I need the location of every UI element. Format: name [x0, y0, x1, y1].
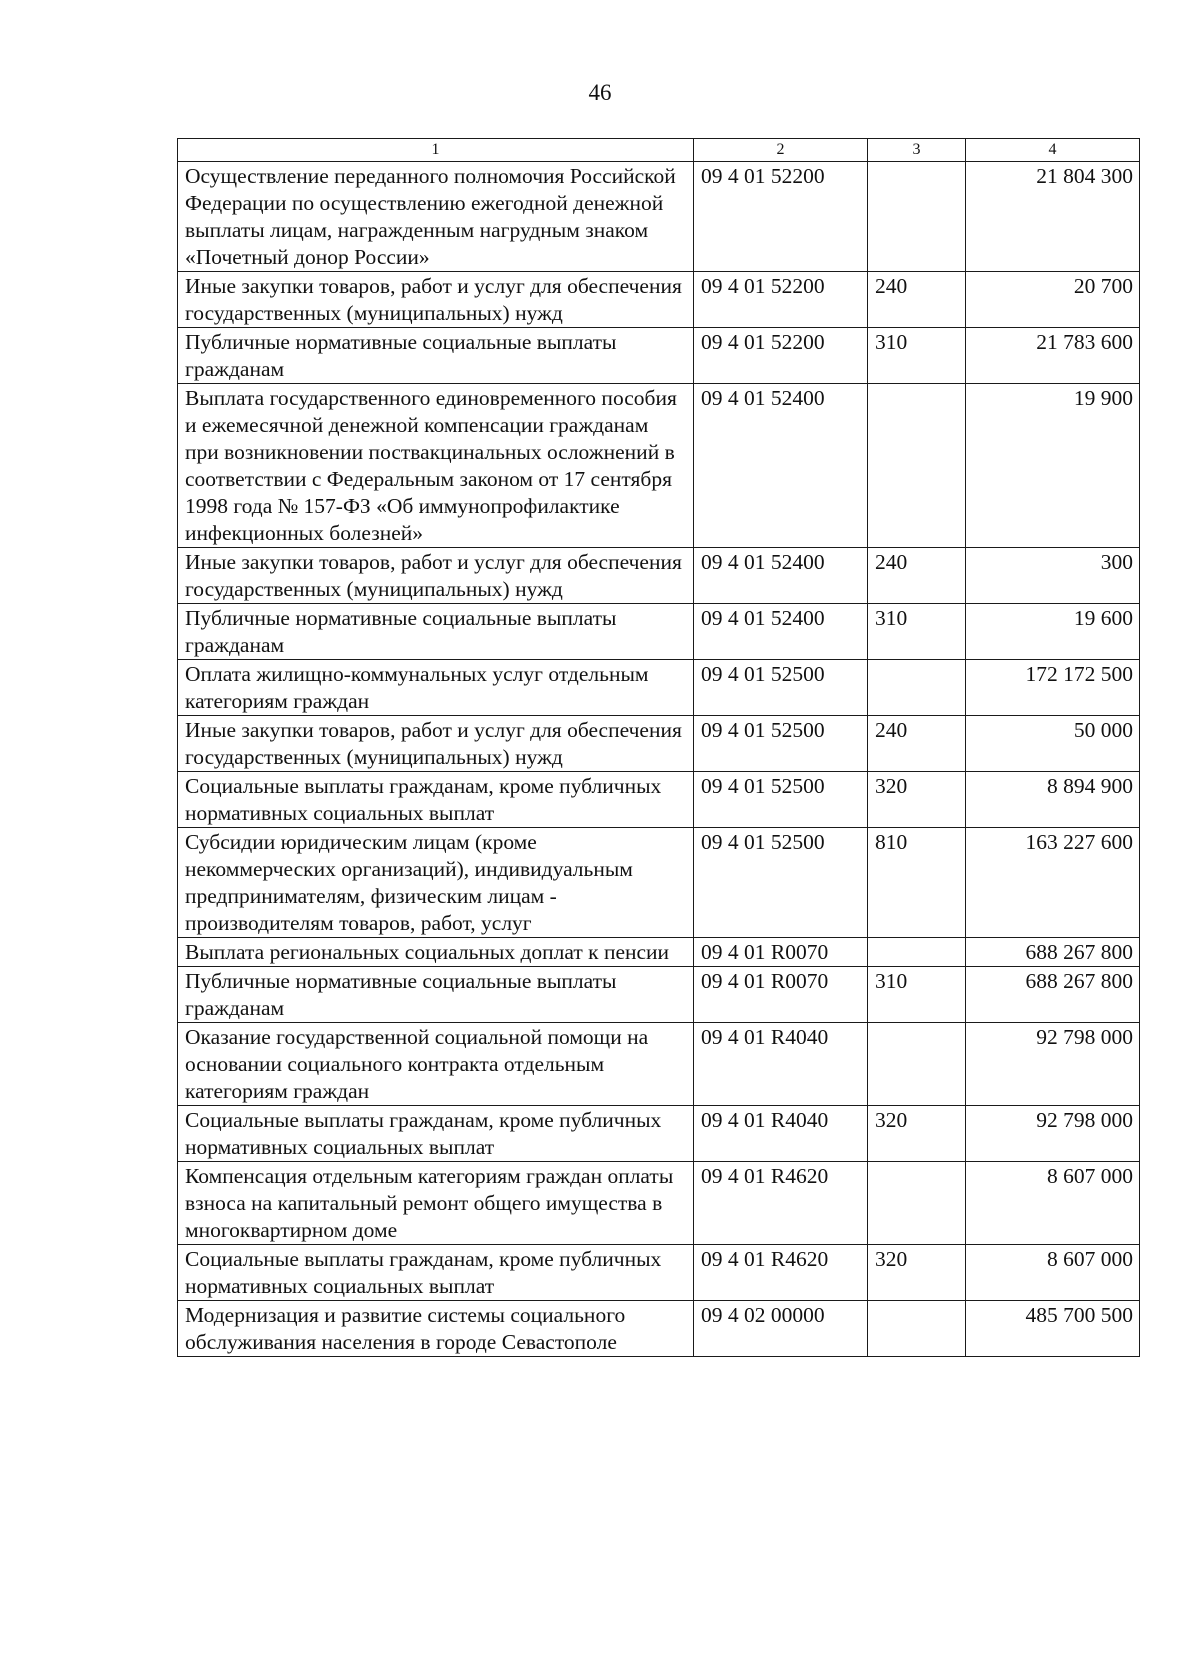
- column-header-2: 2: [694, 139, 868, 162]
- row-kvr-cell: [868, 162, 966, 272]
- row-code-cell: 09 4 01 52500: [694, 716, 868, 772]
- row-sum-cell: 300: [966, 548, 1140, 604]
- row-name-cell: Модернизация и развитие системы социального обслуживания населения в городе Севастополе: [178, 1301, 694, 1357]
- row-sum-cell: 50 000: [966, 716, 1140, 772]
- table-row: [178, 1023, 1140, 1106]
- row-name-cell: Социальные выплаты гражданам, кроме публичных нормативных социальных выплат: [178, 772, 694, 828]
- table-row: [178, 828, 1140, 938]
- table-row: [178, 1301, 1140, 1357]
- row-name-cell: Оказание государственной социальной помощи на основании социального контракта отдельным категориям граждан: [178, 1023, 694, 1106]
- row-kvr-cell: [868, 384, 966, 548]
- row-sum-cell: 163 227 600: [966, 828, 1140, 938]
- row-name-cell: Компенсация отдельным категориям граждан оплаты взноса на капитальный ремонт общего имущества в многоквартирном доме: [178, 1162, 694, 1245]
- row-kvr-cell: [868, 1023, 966, 1106]
- row-sum-cell: 8 607 000: [966, 1245, 1140, 1301]
- row-code-cell: 09 4 01 R4620: [694, 1245, 868, 1301]
- row-sum-cell: 485 700 500: [966, 1301, 1140, 1357]
- row-sum-cell: 21 804 300: [966, 162, 1140, 272]
- row-code-cell: 09 4 01 R4040: [694, 1023, 868, 1106]
- row-kvr-cell: [868, 938, 966, 967]
- table-row: [178, 162, 1140, 272]
- row-sum-cell: 19 600: [966, 604, 1140, 660]
- row-name-cell: Субсидии юридическим лицам (кроме некоммерческих организаций), индивидуальным предпринимателям, физическим лицам - производителям товаров, работ, услуг: [178, 828, 694, 938]
- row-name-cell: Выплата региональных социальных доплат к пенсии: [178, 938, 694, 967]
- table-body: [178, 162, 1140, 1357]
- row-code-cell: 09 4 01 52500: [694, 660, 868, 716]
- row-code-cell: 09 4 01 52500: [694, 772, 868, 828]
- table-row: [178, 716, 1140, 772]
- row-kvr-cell: 240: [868, 272, 966, 328]
- table-row: [178, 384, 1140, 548]
- table-row: [178, 938, 1140, 967]
- row-name-cell: Социальные выплаты гражданам, кроме публичных нормативных социальных выплат: [178, 1106, 694, 1162]
- row-sum-cell: 688 267 800: [966, 967, 1140, 1023]
- row-kvr-cell: 320: [868, 1106, 966, 1162]
- row-sum-cell: 20 700: [966, 272, 1140, 328]
- table-header: [178, 139, 1140, 162]
- row-kvr-cell: 810: [868, 828, 966, 938]
- table-row: [178, 548, 1140, 604]
- row-kvr-cell: 310: [868, 967, 966, 1023]
- row-kvr-cell: [868, 660, 966, 716]
- row-code-cell: 09 4 01 52200: [694, 162, 868, 272]
- page-number: 46: [588, 80, 612, 105]
- row-kvr-cell: 310: [868, 328, 966, 384]
- row-code-cell: 09 4 01 52400: [694, 548, 868, 604]
- row-name-cell: Публичные нормативные социальные выплаты гражданам: [178, 328, 694, 384]
- table-row: [178, 967, 1140, 1023]
- row-sum-cell: 92 798 000: [966, 1106, 1140, 1162]
- row-code-cell: 09 4 01 52400: [694, 384, 868, 548]
- row-kvr-cell: 240: [868, 548, 966, 604]
- table-row: [178, 328, 1140, 384]
- column-header-3: 3: [868, 139, 966, 162]
- row-kvr-cell: 240: [868, 716, 966, 772]
- row-name-cell: Публичные нормативные социальные выплаты гражданам: [178, 604, 694, 660]
- row-name-cell: Выплата государственного единовременного пособия и ежемесячной денежной компенсации гражданам при возникновении поствакцинальных осложнений в соответствии с Федеральным законом от 17 сентября 1998 года № 157-ФЗ «Об иммунопрофилактике инфекционных болезней»: [178, 384, 694, 548]
- row-name-cell: Публичные нормативные социальные выплаты гражданам: [178, 967, 694, 1023]
- row-code-cell: 09 4 01 R0070: [694, 967, 868, 1023]
- row-name-cell: Социальные выплаты гражданам, кроме публичных нормативных социальных выплат: [178, 1245, 694, 1301]
- row-kvr-cell: [868, 1162, 966, 1245]
- row-name-cell: Оплата жилищно-коммунальных услуг отдельным категориям граждан: [178, 660, 694, 716]
- row-code-cell: 09 4 01 R4040: [694, 1106, 868, 1162]
- row-code-cell: 09 4 01 52200: [694, 328, 868, 384]
- row-kvr-cell: 310: [868, 604, 966, 660]
- column-header-4: 4: [966, 139, 1140, 162]
- row-name-cell: Осуществление переданного полномочия Российской Федерации по осуществлению ежегодной денежной выплаты лицам, награжденным нагрудным знаком «Почетный донор России»: [178, 162, 694, 272]
- table-row: [178, 272, 1140, 328]
- row-sum-cell: 21 783 600: [966, 328, 1140, 384]
- table-row: [178, 1245, 1140, 1301]
- row-code-cell: 09 4 01 52400: [694, 604, 868, 660]
- row-name-cell: Иные закупки товаров, работ и услуг для обеспечения государственных (муниципальных) нужд: [178, 716, 694, 772]
- row-code-cell: 09 4 01 52200: [694, 272, 868, 328]
- row-sum-cell: 8 894 900: [966, 772, 1140, 828]
- row-code-cell: 09 4 01 R0070: [694, 938, 868, 967]
- table-row: [178, 1162, 1140, 1245]
- table-row: [178, 1106, 1140, 1162]
- table-row: [178, 604, 1140, 660]
- row-sum-cell: 92 798 000: [966, 1023, 1140, 1106]
- row-kvr-cell: 320: [868, 1245, 966, 1301]
- row-sum-cell: 172 172 500: [966, 660, 1140, 716]
- row-code-cell: 09 4 01 52500: [694, 828, 868, 938]
- budget-table: [177, 138, 1140, 1357]
- row-name-cell: Иные закупки товаров, работ и услуг для обеспечения государственных (муниципальных) нужд: [178, 548, 694, 604]
- row-kvr-cell: [868, 1301, 966, 1357]
- row-kvr-cell: 320: [868, 772, 966, 828]
- row-code-cell: 09 4 01 R4620: [694, 1162, 868, 1245]
- row-sum-cell: 8 607 000: [966, 1162, 1140, 1245]
- table-row: [178, 772, 1140, 828]
- header-row: [178, 139, 1140, 162]
- row-name-cell: Иные закупки товаров, работ и услуг для обеспечения государственных (муниципальных) нужд: [178, 272, 694, 328]
- column-header-1: 1: [178, 139, 694, 162]
- row-code-cell: 09 4 02 00000: [694, 1301, 868, 1357]
- row-sum-cell: 19 900: [966, 384, 1140, 548]
- row-sum-cell: 688 267 800: [966, 938, 1140, 967]
- table-row: [178, 660, 1140, 716]
